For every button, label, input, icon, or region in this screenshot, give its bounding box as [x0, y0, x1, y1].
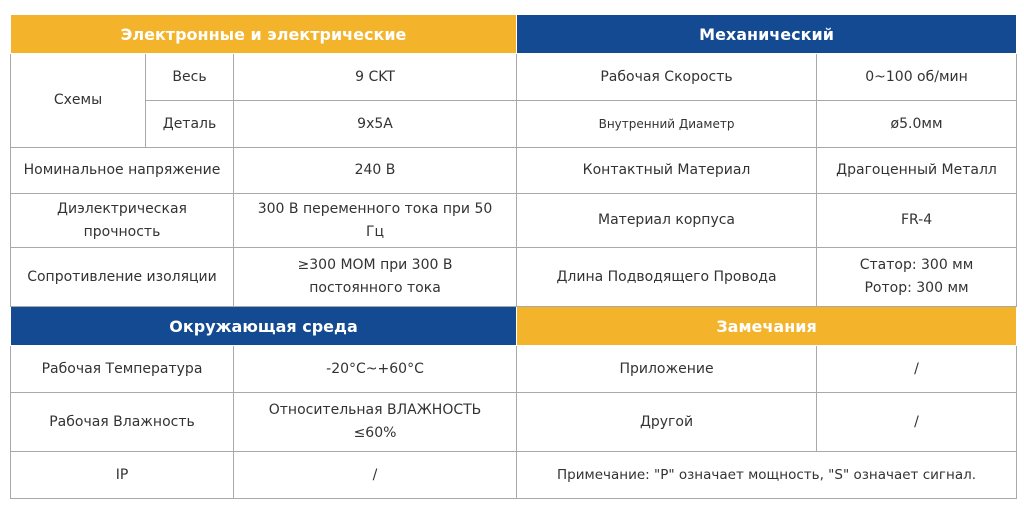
temperature-value: -20°C~+60°C [234, 346, 517, 393]
table-row [11, 148, 1017, 194]
humidity-label: Рабочая Влажность [11, 393, 234, 452]
table-row [11, 452, 1017, 499]
inner-diameter-label: Внутренний Диаметр [517, 101, 817, 148]
contact-value: Драгоценный Металл [817, 148, 1017, 194]
header-row [11, 307, 1017, 346]
detail-value: 9x5A [234, 101, 517, 148]
table-row [11, 194, 1017, 248]
insulation-value [234, 248, 517, 307]
table-row [11, 248, 1017, 307]
dielectric-label [11, 194, 234, 248]
dielectric-value [234, 194, 517, 248]
table-row [11, 346, 1017, 393]
voltage-label: Номинальное напряжение [11, 148, 234, 194]
detail-label: Деталь [146, 101, 234, 148]
humidity-value-line-1: Относительная ВЛАЖНОСТЬ [268, 402, 482, 418]
humidity-value [234, 393, 517, 452]
housing-label: Материал корпуса [517, 194, 817, 248]
contact-label: Контактный Материал [517, 148, 817, 194]
section-header-remarks: Замечания [517, 307, 1017, 346]
section-header-mechanical: Механический [517, 15, 1017, 54]
lead-length-label: Длина Подводящего Провода [517, 248, 817, 307]
table-row [11, 54, 1017, 101]
dielectric-label-line-1: Диэлектрическая [57, 200, 187, 217]
other-label: Другой [517, 393, 817, 452]
temperature-label: Рабочая Температура [11, 346, 234, 393]
ip-value: / [234, 452, 517, 499]
circuits-label: Схемы [11, 54, 146, 148]
dielectric-value-line-2: Гц [365, 223, 385, 240]
dielectric-label-line-2: прочность [83, 223, 161, 240]
other-value: / [817, 393, 1017, 452]
voltage-value: 240 В [234, 148, 517, 194]
lead-length-value [817, 248, 1017, 307]
remarks-note: Примечание: "P" означает мощность, "S" означает сигнал. [517, 452, 1017, 499]
header-row [11, 15, 1017, 54]
section-header-environment: Окружающая среда [11, 307, 517, 346]
speed-label: Рабочая Скорость [517, 54, 817, 101]
application-label: Приложение [517, 346, 817, 393]
insulation-label: Сопротивление изоляции [11, 248, 234, 307]
insulation-value-line-2: постоянного тока [309, 280, 441, 296]
insulation-value-line-1: ≥300 МОМ при 300 В [297, 257, 453, 273]
humidity-value-line-2: ≤60% [353, 425, 397, 441]
housing-value: FR-4 [817, 194, 1017, 248]
lead-length-rotor: Ротор: 300 мм [864, 280, 969, 296]
application-value: / [817, 346, 1017, 393]
dielectric-value-line-1: 300 В переменного тока при 50 [257, 200, 493, 217]
table-row [11, 101, 1017, 148]
whole-label: Весь [146, 54, 234, 101]
lead-length-stator: Статор: 300 мм [859, 257, 974, 273]
inner-diameter-value: ø5.0мм [817, 101, 1017, 148]
whole-value: 9 CKT [234, 54, 517, 101]
spec-table [10, 14, 1017, 499]
table-row [11, 393, 1017, 452]
section-header-electrical: Электронные и электрические [11, 15, 517, 54]
ip-label: IP [11, 452, 234, 499]
speed-value: 0~100 об/мин [817, 54, 1017, 101]
